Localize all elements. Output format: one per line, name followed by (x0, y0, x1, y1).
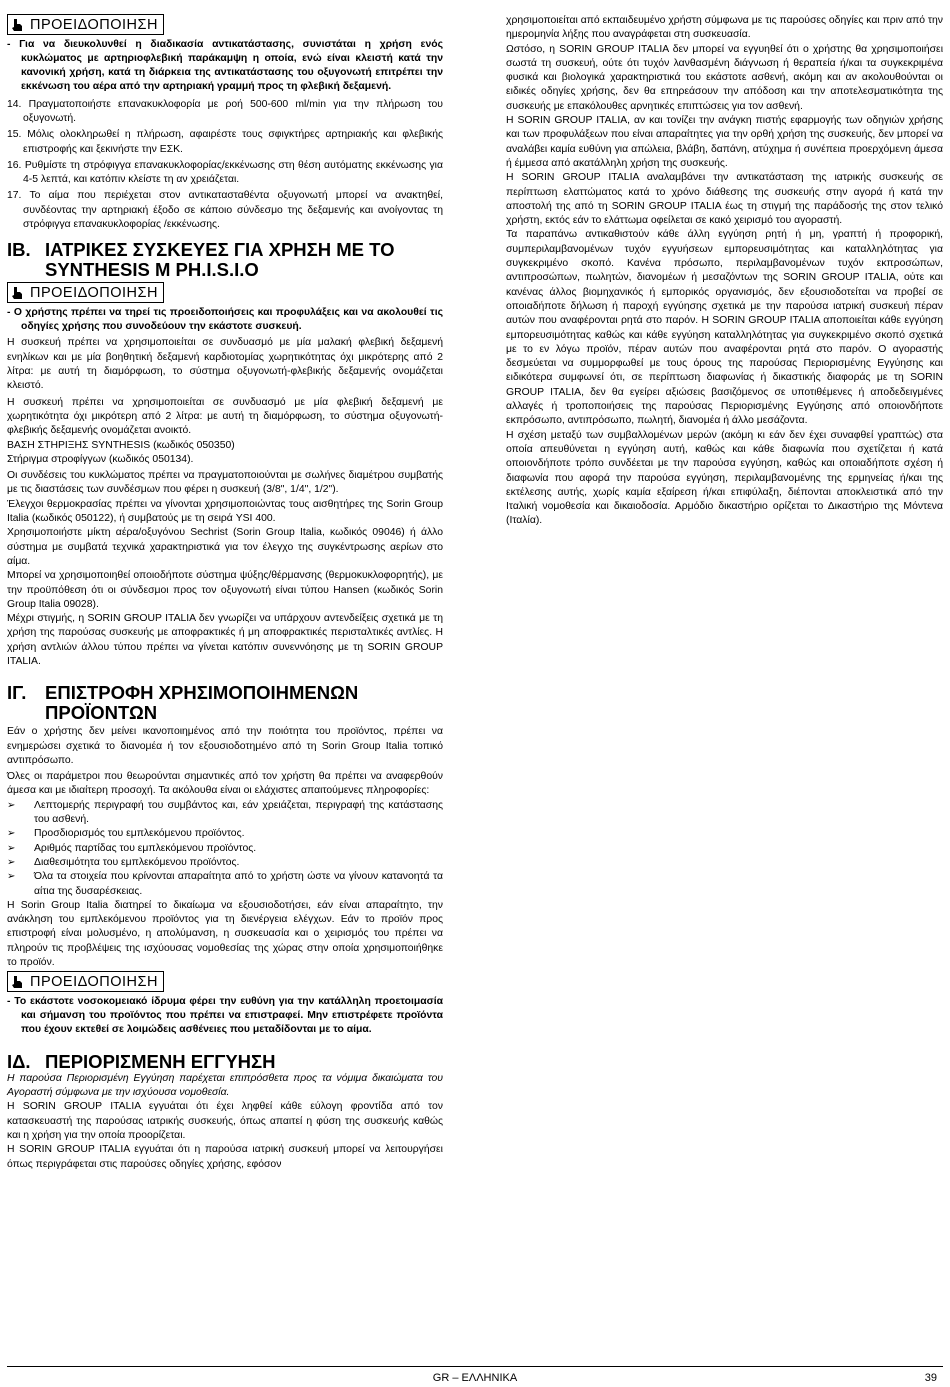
warning-label: ΠΡΟΕΙΔΟΠΟΙΗΣΗ (30, 973, 158, 990)
paragraph: Ωστόσο, η SORIN GROUP ITALIA δεν μπορεί να εγγυηθεί ότι ο χρήστης θα χρησιμοποιήσει σωστά τη συσκευή, ούτε ότι τυχόν λανθασμένη διάγνωση ή θεραπεία ή/και τα συγκεκριμένα φυσικά και βιολογικά χαρακτηριστικά του εκάστοτε ασθενή, ακόμη και αν ακολουθούνται οι ειδικές οδηγίες χρήσης, δεν θα επηρεάσουν την απόδοση και την αποτελεσματικότητα της συσκευής με επακόλουθες αρνητικές επιπτώσεις για τον ασθενή. (506, 43, 943, 112)
paragraph: Η συσκευή πρέπει να χρησιμοποιείται σε συνδυασμό με μία μαλακή φλεβική δεξαμενή ενηλίκων και με μία βοηθητική δεξαμενή καρδιοτομίας χωρητικότητας όχι μικρότερης από 2 λίτρα: με αυτή τη διαμόρφωση, το σύστημα οξυγονωτή-φλεβικής δεξαμενής ονομάζεται κλειστό. (7, 337, 443, 392)
paragraph: Η SORIN GROUP ITALIA αναλαμβάνει την αντικατάσταση της ιατρικής συσκευής σε περίπτωση ελαττώματος κατά το χρόνο διάθεσης της συσκευής στην αγορά ή κατά την αποστολή της από τη SORIN GROUP ITALIA έως τη στιγμή της παράδοσής της στον τελικό χρήστη, εκτός εάν το ελάττωμα οφείλεται σε κακό χειρισμό του αγοραστή. (506, 172, 943, 227)
warning-heading (7, 971, 164, 992)
step-14: 14. Πραγματοποιήστε επανακυκλοφορία με ροή 500-600 ml/min για την πλήρωση του οξυγονωτή. (7, 98, 443, 124)
bullet-list (7, 799, 443, 899)
arrow-bullet-icon: ➢ (7, 856, 16, 868)
list-item: ➢ Αριθμός παρτίδας του εμπλεκόμενου προϊόντος. (7, 842, 443, 856)
paragraph: Στήριγμα στροφίγγων (κωδικός 050134). (7, 453, 194, 465)
section-heading-ib (7, 240, 443, 280)
section-number: ΙΓ. (7, 682, 27, 704)
warning-label: ΠΡΟΕΙΔΟΠΟΙΗΣΗ (30, 16, 158, 33)
paragraph: Μπορεί να χρησιμοποιηθεί οποιοδήποτε σύστημα ψύξης/θέρμανσης (θερμοκυκλοφορητής), με την προϋπόθεση ότι οι σύνδεσμοι προς τον οξυγονωτή είναι τύπου Hansen (κωδικός Sorin Group Italia 09028). (7, 570, 443, 610)
section-heading-ig (7, 683, 443, 723)
step-17: 17. Το αίμα που περιέχεται στον αντικατασταθέντα οξυγονωτή μπορεί να ανακτηθεί, συνδέοντας την αρτηριακή έξοδο σε κάποιο σύνδεσμο της δεξαμενής και ανοίγοντας τη στρόφιγγα επανακυκλοφορίας /εκκένωσης. (7, 190, 443, 231)
warning-text: - Το εκάστοτε νοσοκομειακό ίδρυμα φέρει την ευθύνη για την κατάλληλη προετοιμασία και σήμανση του προϊόντος που πρέπει να επιστραφεί. Μην επιστρέφετε προϊόντα που έχουν εκτεθεί σε λοιμώδεις ασθένειες που μεταδίδονται με το αίμα. (7, 995, 443, 1036)
warning-heading (7, 282, 164, 303)
footer-language: GR – ΕΛΛΗΝΙΚΑ (432, 1372, 518, 1384)
paragraph: Χρησιμοποιήστε μίκτη αέρα/οξυγόνου Sechrist (Sorin Group Italia, κωδικός 09046) ή άλλο σύστημα με συμβατά τεχνικά χαρακτηριστικά για τον έλεγχο της συγκέντρωσης αερίων στο αίμα. (7, 527, 443, 567)
paragraph: Οι συνδέσεις του κυκλώματος πρέπει να πραγματοποιούνται με σωλήνες διαμέτρου συμβατής με τις διαστάσεις των συνδέσμων που φέρει η συσκευή (3/8", 1/4", 1/2"). (7, 470, 443, 496)
paragraph: Η SORIN GROUP ITALIA εγγυάται ότι η παρούσα ιατρική συσκευή μπορεί να λειτουργήσει όπως περιγράφεται στις παρούσες οδηγίες χρήσης, εφόσον (7, 1144, 443, 1170)
arrow-bullet-icon: ➢ (7, 842, 16, 854)
section-number: ΙΔ. (7, 1050, 31, 1072)
section-title: ΙΑΤΡΙΚΕΣ ΣΥΣΚΕΥΕΣ ΓΙΑ ΧΡΗΣΗ ΜΕ ΤΟ SYNTHESIS M PH.I.S.I.O (45, 239, 395, 281)
step-16: 16. Ρυθμίστε τη στρόφιγγα επανακυκλοφορίας/εκκένωσης στη θέση αυτόματης εκκένωσης για 4-5 λεπτά, και κατόπιν κλείστε τη αν χρειάζεται. (7, 159, 443, 186)
footer-divider (7, 1366, 943, 1367)
paragraph: Η Sorin Group Italia διατηρεί το δικαίωμα να εξουσιοδοτήσει, εάν είναι απαραίτητο, την ανάκληση του εμπλεκόμενου προϊόντος για τη διενέργεια ελέγχων. Εάν το προϊόν προς επιστροφή είναι μολυσμένο, η απολύμανση, η συσκευασία και ο χειρισμός του πρέπει να πληρούν τις προβλέψεις της ισχύουσας νομοθεσίας της χώρας στην οποία χρησιμοποιήθηκε το προϊόν. (7, 899, 443, 969)
list-item: ➢ Διαθεσιμότητα του εμπλεκόμενου προϊόντος. (7, 856, 443, 870)
warning-label: ΠΡΟΕΙΔΟΠΟΙΗΣΗ (30, 284, 158, 301)
paragraph: Η σχέση μεταξύ των συμβαλλομένων μερών (ακόμη κι εάν δεν έχει συναφθεί γραπτώς) στα οποία απευθύνεται η εγγύηση αυτή, καθώς και κάθε διαφωνία που σχετίζεται ή κατά οποιονδήποτε τρόπο συνδέεται με την παρούσα εγγύηση, καθώς και οποιαδήποτε σχέση ή διαφωνία που αφορά την παρούσα εγγύηση, περιλαμβανομένης της ερμηνείας ή/και της εκτέλεσης αυτής, χωρίς καμία εξαίρεση ή/και επιφύλαξη, διέπονται αποκλειστικά από την Ιταλική νομοθεσία και δικαιοδοσία. Αρμόδιο δικαστήριο ορίζεται το Δικαστήριο της Μόντενα (Ιταλία). (506, 429, 943, 527)
section-title: ΠΕΡΙΟΡΙΣΜΕΝΗ ΕΓΓΥΗΣΗ (45, 1050, 276, 1072)
left-column (7, 14, 443, 1172)
paragraph: Εάν ο χρήστης δεν μείνει ικανοποιημένος από την ποιότητα του προϊόντος, πρέπει να ενημερώσει σχετικά το διανομέα ή τον εξουσιοδοτημένο από τη Sorin Group Italia τοπικό αντιπρόσωπο. (7, 726, 443, 766)
paragraph: Η παρούσα Περιορισμένη Εγγύηση παρέχεται επιπρόσθετα προς τα νόμιμα δικαιώματα του Αγοραστή σύμφωνα με την ισχύουσα νομοθεσία. (7, 1072, 443, 1099)
paragraph: Η συσκευή πρέπει να χρησιμοποιείται σε συνδυασμό με μία φλεβική δεξαμενή με χωρητικότητα όχι μικρότερη από 2 λίτρα: με αυτή τη διαμόρφωση, το σύστημα οξυγονωτή-φλεβικής δεξαμενής ονομάζεται ανοικτό. (7, 396, 443, 437)
paragraph: Μέχρι στιγμής, η SORIN GROUP ITALIA δεν γνωρίζει να υπάρχουν αντενδείξεις σχετικά με τη χρήση της παρούσας συσκευής με αποφρακτικές ή μη αποφρακτικές περισταλτικές αντλίες. Η χρήση αντλιών άλλου τύπου πρέπει να γίνεται κατόπιν συνεννόησης με τη SORIN GROUP ITALIA. (7, 613, 443, 667)
arrow-bullet-icon: ➢ (7, 871, 16, 883)
step-15: 15. Μόλις ολοκληρωθεί η πλήρωση, αφαιρέστε τους σφιγκτήρες αρτηριακής και φλεβικής επιστροφής και ξεκινήστε την ΕΣΚ. (7, 129, 443, 155)
hand-pointer-icon (11, 287, 23, 299)
paragraph: Τα παραπάνω αντικαθιστούν κάθε άλλη εγγύηση ρητή ή μη, γραπτή ή προφορική, συμπεριλαμβανομένων τυχόν εγγυήσεων εμπορευσιμότητας και καταλληλότητας για συγκεκριμένο σκοπό. Κανένα πρόσωπο, περιλαμβανομένων τυχόν εκπροσώπων, αντιπροσώπων, πωλητών, διανομέων ή μεσαζόντων της SORIN GROUP ITALIA, ούτε και κανένας άλλος βιομηχανικός ή εμπορικός οργανισμός, δεν εξουσιοδοτείται να προβεί σε οποιαδήποτε δήλωση ή παροχή εγγύησης σχετικά με την παρούσα ιατρική συσκευή πέραν αυτών που αναφέρονται ρητά στο παρόν. Η SORIN GROUP ITALIA αποποιείται κάθε εγγύηση εμπορευσιμότητας καθώς και κάθε εγγύηση καταλληλότητας για συγκεκριμένο σκοπό σχετικά με το εν λόγω προϊόν, πέραν αυτών που αναφέρονται ρητά στο παρόν. Ο αγοραστής δεσμεύεται να συμμορφωθεί με τους όρους της παρούσας Περιορισμένης Εγγύησης και ειδικότερα συμφωνεί ότι, σε περίπτωση διαφωνίας ή δικαστικής διαφοράς με τη SORIN GROUP ITALIA, δεν θα εγείρει αξιώσεις βασιζόμενος σε υποτιθέμενες ή αποδεδειγμένες αλλαγές ή τροποποιήσεις της παρούσας Περιορισμένης Εγγύησης από οποιονδήποτε εκπρόσωπο, αντιπρόσωπο, πωλητή, διανομέα ή άλλο μεσάζοντα. (506, 229, 943, 427)
warning-text: - Ο χρήστης πρέπει να τηρεί τις προειδοποιήσεις και προφυλάξεις και να ακολουθεί τις οδηγίες χρήσης που συνοδεύουν την εκάστοτε συσκευή. (7, 306, 443, 333)
list-item: ➢ Προσδιορισμός του εμπλεκόμενου προϊόντος. (7, 827, 443, 841)
hand-pointer-icon (11, 19, 23, 31)
section-title: ΕΠΙΣΤΡΟΦΗ ΧΡΗΣΙΜΟΠΟΙΗΜΕΝΩΝ ΠΡΟΪΟΝΤΩΝ (45, 682, 359, 724)
warning-heading (7, 14, 164, 35)
arrow-bullet-icon: ➢ (7, 828, 16, 840)
list-item: ➢ Λεπτομερής περιγραφή του συμβάντος και, εάν χρειάζεται, περιγραφή της κατάστασης του ασθενή. (7, 799, 443, 828)
paragraph: ΒΑΣΗ ΣΤΗΡΙΞΗΣ SYNTHESIS (κωδικός 050350) (7, 439, 235, 451)
paragraph: χρησιμοποιείται από εκπαιδευμένο χρήστη σύμφωνα με τις παρούσες οδηγίες και πριν από την ημερομηνία λήξης που αναγράφεται στη συσκευασία. (506, 15, 943, 41)
paragraph: Η SORIN GROUP ITALIA, αν και τονίζει την ανάγκη πιστής εφαρμογής των οδηγιών χρήσης και των προφυλάξεων που είναι απαραίτητες για την ορθή χρήση της συσκευής, δεν μπορεί να αναλάβει καμία ευθύνη για απώλεια, βλάβη, δαπάνη, ατύχημα ή συνέπεια προερχόμενη άμεσα ή έμμεσα από ακατάλληλη χρήση της συσκευής. (506, 115, 943, 169)
section-heading-id (7, 1052, 443, 1072)
paragraph: Έλεγχοι θερμοκρασίας πρέπει να γίνονται χρησιμοποιώντας τους αισθητήρες της Sorin Group Italia (κωδικός 050122), ή συμβατούς με τη σειρά YSI 400. (7, 498, 443, 525)
list-item: ➢ Όλα τα στοιχεία που κρίνονται απαραίτητα από το χρήστη ώστε να γίνουν κατανοητά τα αίτια της δυσαρέσκειας. (7, 870, 443, 899)
paragraph: Η SORIN GROUP ITALIA εγγυάται ότι έχει ληφθεί κάθε εύλογη φροντίδα από τον κατασκευαστή της παρούσας ιατρικής συσκευής, όπως απαιτεί η φύση της συσκευής καθώς και η χρήση για την οποία προορίζεται. (7, 1101, 443, 1141)
paragraph: Όλες οι παράμετροι που θεωρούνται σημαντικές από τον χρήστη θα πρέπει να αναφερθούν άμεσα και με ιδιαίτερη προσοχή. Τα ακόλουθα είναι οι ελάχιστες απαιτούμενες πληροφορίες: (7, 771, 443, 797)
page-number: 39 (924, 1372, 937, 1384)
warning-text: - Για να διευκολυνθεί η διαδικασία αντικατάστασης, συνιστάται η χρήση ενός κυκλώματος με αρτηριοφλεβική παράκαμψη η οποία, ενώ είναι κλειστή κατά την κανονική χρήση, κατά τη διάρκεια της αντικατάστασης του οξυγονωτή επιτρέπει την εκκένωση του αέρα από την αρτηριακή γραμμή προς τη φλεβική δεξαμενή. (7, 38, 443, 93)
arrow-bullet-icon: ➢ (7, 799, 16, 811)
right-column (506, 14, 943, 529)
hand-pointer-icon (11, 976, 23, 988)
section-number: ΙΒ. (7, 239, 31, 261)
